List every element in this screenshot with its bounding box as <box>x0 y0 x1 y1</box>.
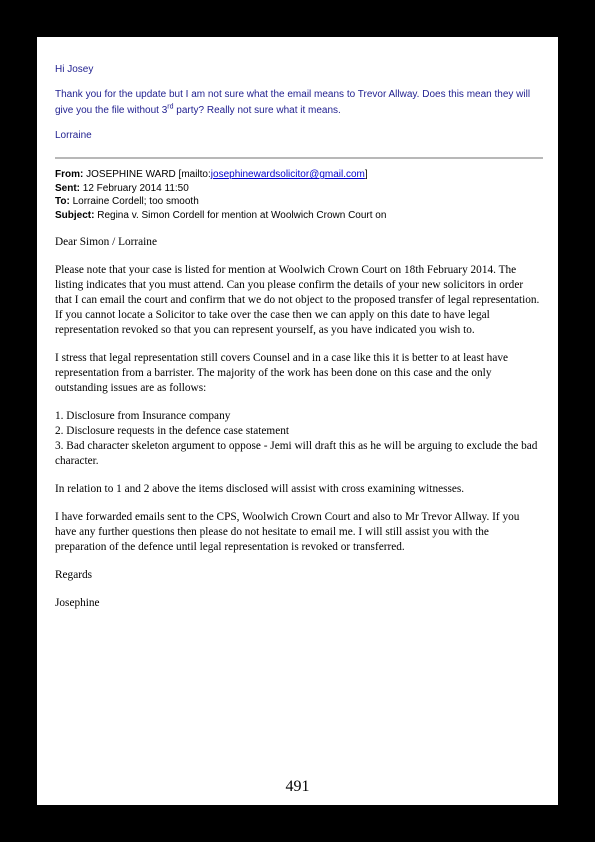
document-page <box>37 37 558 805</box>
sent-label: Sent: <box>55 182 80 194</box>
letter-paragraph-2: I stress that legal representation still covers Counsel and in a case like this it is better to at least have representation from a barrister. The majority of the work has been done on this case and the only outstanding issues are as follows: <box>55 352 509 394</box>
sent-value: 12 February 2014 11:50 <box>82 182 189 194</box>
subject-label: Subject: <box>55 209 95 221</box>
letter-paragraph-3: In relation to 1 and 2 above the items disclosed will assist with cross examining witnesses. <box>55 483 465 495</box>
reply-signature: Lorraine <box>55 130 92 141</box>
from-email-link[interactable]: josephinewardsolicitor@gmail.com <box>210 169 365 180</box>
to-label: To: <box>55 196 70 207</box>
from-name: JOSEPHINE WARD [mailto: <box>86 169 211 180</box>
reply-body-part1: Thank you for the update but I am not sure what the email means to Trevor Allway. Does this mean they will give you the file without 3 <box>55 89 531 116</box>
reply-body-part2: party? Really not sure what it means. <box>173 104 341 116</box>
letter-paragraph-4: I have forwarded emails sent to the CPS, Woolwich Crown Court and also to Mr Trevor Allway. If you have any further questions then please do not hesitate to email me. I will still assist you with the preparation of the defence until legal representation is revoked or transferred. <box>55 511 520 553</box>
header-from <box>55 168 545 182</box>
issue-item-2: 2. Disclosure requests in the defence case statement <box>55 425 290 437</box>
reply-message <box>55 62 545 153</box>
email-headers <box>55 168 545 222</box>
letter-closing: Regards <box>55 569 93 581</box>
from-label: From: <box>55 169 84 180</box>
header-sent <box>55 182 545 196</box>
reply-greeting: Hi Josey <box>55 64 94 75</box>
separator-rule <box>55 157 543 159</box>
letter-signature: Josephine <box>55 597 100 609</box>
letter-paragraph-1: Please note that your case is listed for mention at Woolwich Crown Court on 18th February 2014. The listing indicates that you must attend. Can you please confirm the details of your new solicitors in order that I can email the court and confirm that we do not object to the proposed transfer of legal representation. If you cannot locate a Solicitor to take over the case then we can apply on this date to have legal representation revoked so that you can represent yourself, as you have indicated you wish to. <box>55 264 540 336</box>
subject-value: Regina v. Simon Cordell for mention at Woolwich Crown Court on <box>97 209 387 221</box>
reply-body <box>55 87 545 118</box>
to-value: Lorraine Cordell; too smooth <box>72 196 199 207</box>
letter-body <box>55 235 540 624</box>
letter-salutation: Dear Simon / Lorraine <box>55 236 157 248</box>
reply-body-superscript: rd <box>167 103 174 111</box>
from-close: ] <box>364 169 368 180</box>
header-subject <box>55 209 545 223</box>
issue-item-1: 1. Disclosure from Insurance company <box>55 410 231 422</box>
header-to <box>55 195 545 209</box>
issue-item-3: 3. Bad character skeleton argument to oppose - Jemi will draft this as he will be arguing to exclude the bad character. <box>55 440 538 467</box>
issues-list <box>55 409 540 469</box>
page-number: 491 <box>285 778 310 795</box>
